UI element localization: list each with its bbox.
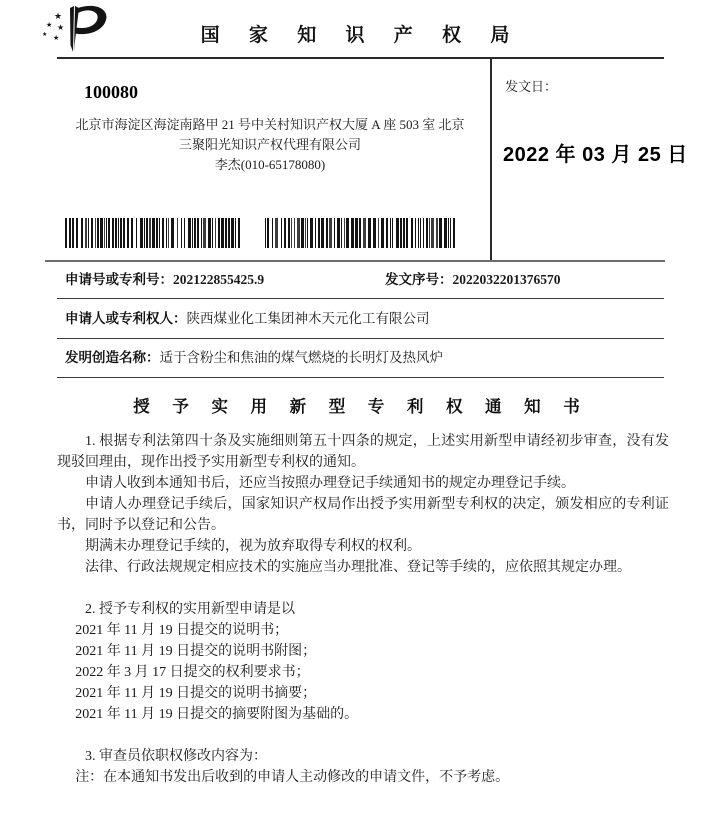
section2-item: 2021 年 11 月 19 日提交的说明书附图；: [75, 644, 317, 659]
dispatch-serial-label: 发文序号：: [385, 272, 453, 287]
notice-title: 授 予 实 用 新 型 专 利 权 通 知 书: [133, 398, 589, 416]
applicant-row: [57, 300, 664, 339]
recipient-address-block: [60, 115, 480, 175]
application-number-value: 202122855425.9: [173, 272, 265, 287]
svg-text:★: ★: [57, 23, 65, 32]
agency-title: 国 家 知 识 产 权 局: [200, 25, 522, 46]
applicant-label: 申请人或专利权人：: [65, 310, 187, 326]
section1-paragraph: 法律、行政法规规定相应技术的实施应当办理批准、登记等手续的，应依照其规定办理。: [85, 560, 631, 575]
section2-heading: 2. 授予专利权的实用新型申请是以: [85, 602, 295, 617]
address-line-1: 北京市海淀区海淀南路甲 21 号中关村知识产权大厦 A 座 503 室 北京: [75, 117, 465, 132]
svg-text:★: ★: [54, 12, 63, 22]
postal-code: 100080: [84, 82, 138, 102]
section1-paragraph: 1. 根据专利法第四十条及实施细则第五十四条的规定，上述实用新型申请经初步审查，没有发现驳回理由，现作出授予实用新型专利权的通知。: [57, 434, 669, 470]
application-number-cell: [65, 262, 264, 298]
section2-item: 2022 年 3 月 17 日提交的权利要求书；: [75, 665, 310, 680]
notice-body: [57, 431, 669, 788]
svg-text:★: ★: [42, 31, 48, 38]
invention-title-value: 适于含粉尘和焦油的煤气燃烧的长明灯及热风炉: [159, 350, 443, 365]
section1-paragraph: 申请人办理登记手续后，国家知识产权局作出授予实用新型专利权的决定，颁发相应的专利证书，同时予以登记和公告。: [57, 497, 669, 533]
invention-title-row: [57, 339, 664, 378]
dispatch-serial-value: 2022032201376570: [452, 272, 561, 287]
invention-title-label: 发明创造名称：: [65, 350, 160, 365]
applicant-value: 陕西煤业化工集团神木天元化工有限公司: [186, 310, 430, 326]
header-divider: [57, 57, 664, 59]
application-number-label: 申请号或专利号：: [65, 272, 173, 287]
dispatch-serial-cell: [385, 262, 561, 298]
section2-item: 2021 年 11 月 19 日提交的说明书摘要；: [75, 686, 317, 701]
svg-text:★: ★: [53, 34, 60, 42]
barcode-image: [65, 218, 240, 248]
section3-heading: 3. 审查员依职权修改内容为：: [85, 749, 267, 764]
section1-paragraph: 申请人收到本通知书后，还应当按照办理登记手续通知书的规定办理登记手续。: [85, 476, 575, 491]
barcode-image: [265, 218, 455, 248]
address-line-2: 三聚阳光知识产权代理有限公司: [178, 137, 361, 152]
dispatch-box-divider: [490, 57, 492, 260]
svg-text:★: ★: [46, 21, 53, 29]
contact-person: 李杰(010-65178080): [214, 157, 326, 172]
dispatch-date-label: 发文日：: [505, 79, 558, 94]
section3-note: 注：在本通知书发出后收到的申请人主动修改的申请文件，不予考虑。: [75, 770, 510, 785]
section2-item: 2021 年 11 月 19 日提交的说明书；: [75, 623, 289, 638]
section1-paragraph: 期满未办理登记手续的，视为放弃取得专利权的权利。: [85, 539, 421, 554]
invention-title-cell: [65, 339, 443, 377]
application-number-row: [57, 262, 664, 299]
dispatch-date-value: 2022 年 03 月 25 日: [503, 144, 688, 166]
applicant-cell: [65, 300, 430, 338]
section2-item: 2021 年 11 月 19 日提交的摘要附图为基础的。: [75, 707, 359, 722]
